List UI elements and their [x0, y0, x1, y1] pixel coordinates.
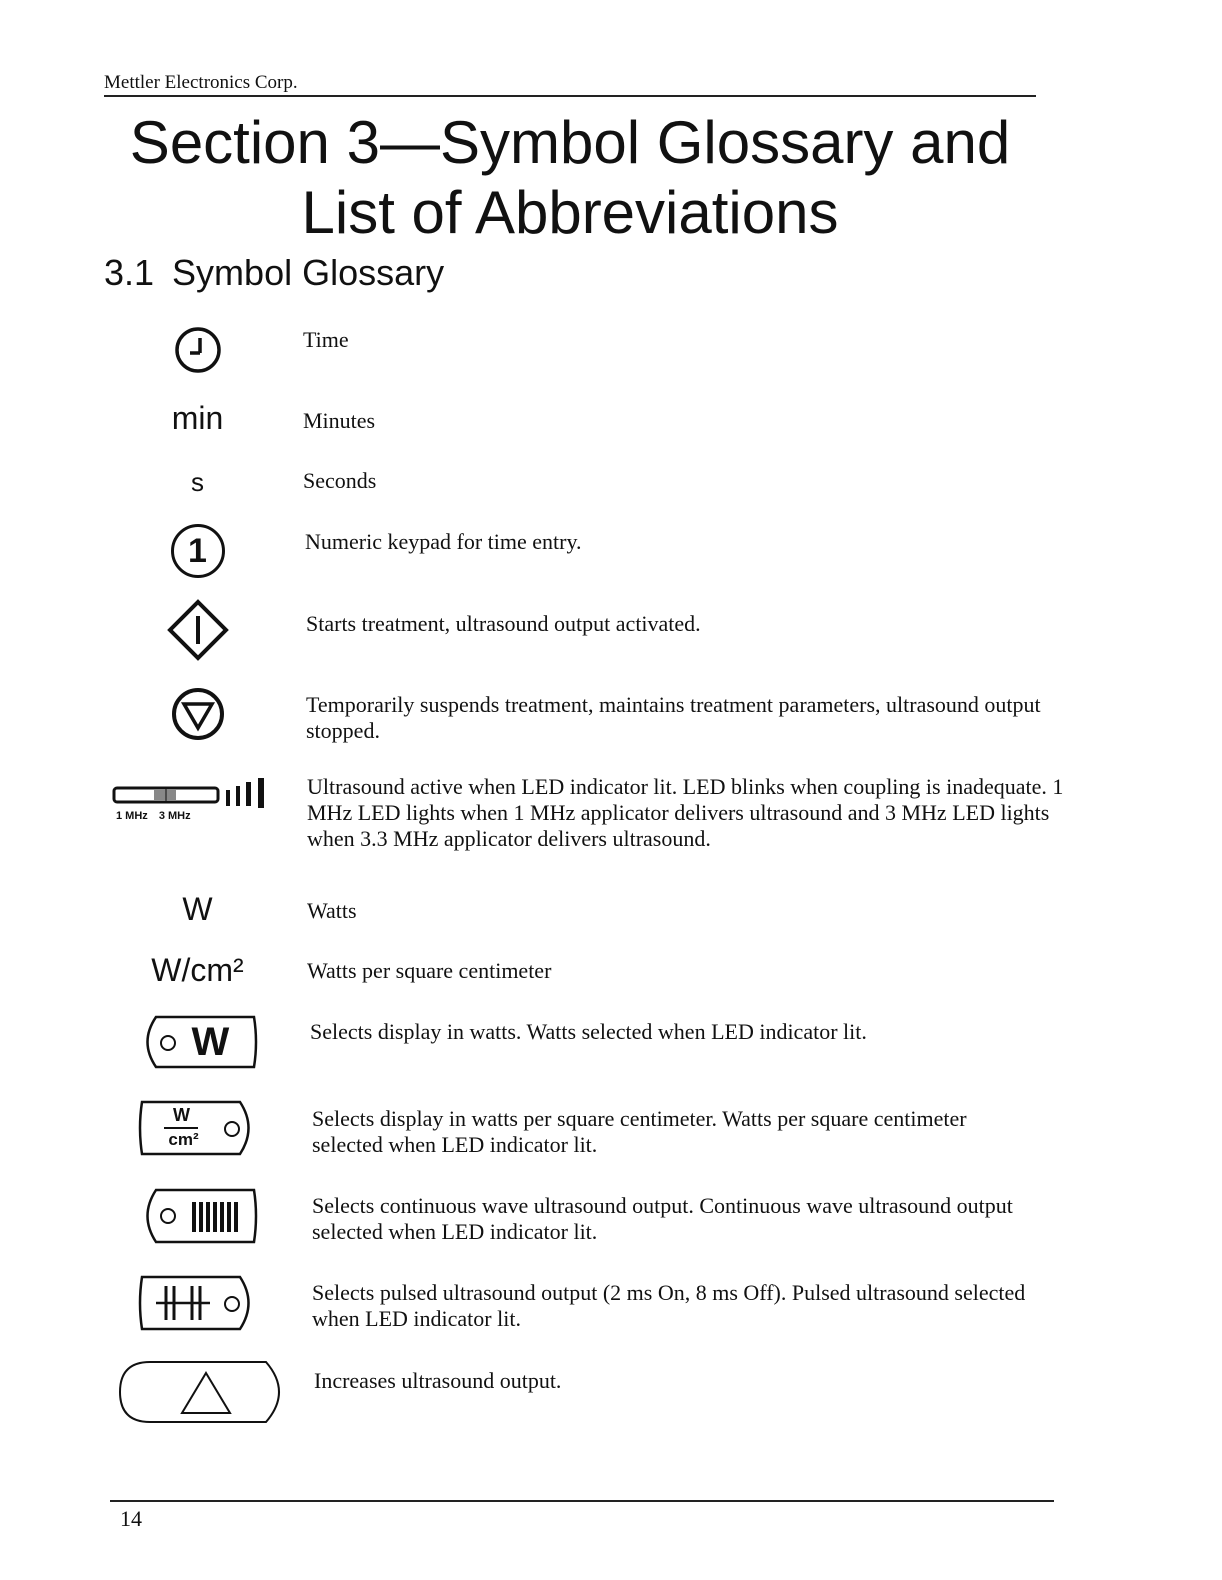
continuous-wave-button-icon	[110, 1186, 285, 1246]
pulsed-wave-button-icon	[110, 1273, 285, 1333]
pause-triangle-circle-icon	[110, 686, 285, 742]
clock-icon	[110, 326, 285, 374]
minutes-symbol: min	[171, 399, 224, 436]
glossary-description: Numeric keypad for time entry.	[305, 529, 582, 554]
glossary-description: Watts	[307, 898, 357, 923]
frequency-label-3mhz: 3 MHz	[158, 810, 191, 822]
footer-rule	[110, 1500, 1054, 1502]
watts-button-label: W	[191, 1020, 230, 1064]
keypad-digit: 1	[171, 524, 225, 578]
section-number: 3.1	[104, 252, 155, 293]
glossary-description: Temporarily suspends treatment, maintains treatment parameters, ultrasound output stopped.	[306, 692, 1041, 743]
watts-per-cm2-numerator: W	[173, 1105, 190, 1125]
seconds-symbol: s	[191, 466, 204, 497]
glossary-description: Seconds	[303, 468, 377, 493]
glossary-description: Time	[303, 327, 349, 352]
glossary-description: Selects display in watts per square centimeter. Watts per square centimeter selected when LED indicator lit.	[312, 1106, 967, 1157]
watts-per-cm2-symbol: W/cm²	[151, 951, 244, 988]
watts-per-cm2-denominator: cm²	[168, 1130, 199, 1149]
glossary-description: Selects display in watts. Watts selected when LED indicator lit.	[310, 1019, 867, 1044]
glossary-description: Selects pulsed ultrasound output (2 ms On, 8 ms Off). Pulsed ultrasound selected when LED indicator lit.	[312, 1280, 1026, 1331]
page-number: 14	[120, 1506, 142, 1531]
glossary-description: Increases ultrasound output.	[314, 1368, 562, 1393]
numeric-keypad-one-icon	[110, 523, 285, 579]
glossary-description: Starts treatment, ultrasound output activated.	[306, 611, 701, 636]
watts-per-cm2-button-icon	[110, 1098, 285, 1158]
page-title-line2: List of Abbreviations	[301, 179, 839, 246]
section-heading	[104, 252, 444, 294]
glossary-description: Minutes	[303, 408, 376, 433]
glossary-description: Ultrasound active when LED indicator lit. LED blinks when coupling is inadequate. 1 MHz LED lights when 1 MHz applicator delivers ultrasound and 3 MHz LED lights when 3.3 MHz applicator delivers ultrasound.	[307, 774, 1064, 851]
company-name: Mettler Electronics Corp.	[104, 72, 298, 93]
section-title: Symbol Glossary	[172, 252, 445, 293]
page-title	[60, 108, 1080, 248]
glossary-description: Selects continuous wave ultrasound output. Continuous wave ultrasound output selected when LED indicator lit.	[312, 1193, 1013, 1244]
glossary-description: Watts per square centimeter	[307, 958, 552, 983]
watts-symbol: W	[182, 890, 213, 927]
increase-output-button-icon	[116, 1358, 294, 1426]
page-title-line1: Section 3—Symbol Glossary and	[129, 109, 1011, 176]
header-rule	[104, 95, 1036, 97]
ultrasound-led-indicator-icon	[112, 776, 282, 826]
watts-button-icon	[110, 1012, 285, 1072]
frequency-label-1mhz: 1 MHz	[116, 810, 148, 822]
start-diamond-icon	[110, 598, 285, 662]
